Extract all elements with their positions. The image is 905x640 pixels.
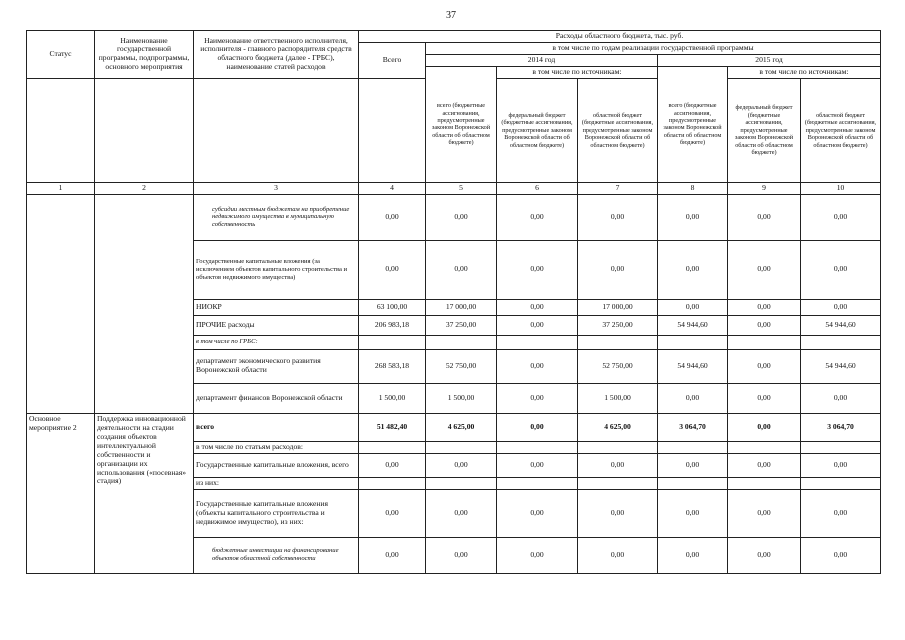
row-value: 0,00 bbox=[658, 453, 728, 477]
row-value: 0,00 bbox=[728, 383, 801, 413]
row-label: всего bbox=[194, 413, 359, 441]
row-value: 54 944,60 bbox=[801, 349, 881, 383]
header-year-2015: 2015 год bbox=[658, 54, 881, 66]
row-value: 0,00 bbox=[497, 194, 578, 240]
row-value: 0,00 bbox=[426, 240, 497, 299]
col-number: 4 bbox=[359, 182, 426, 194]
row-value: 4 625,00 bbox=[578, 413, 658, 441]
row-value: 0,00 bbox=[497, 453, 578, 477]
row-value: 0,00 bbox=[728, 299, 801, 315]
row-value: 0,00 bbox=[658, 489, 728, 537]
header-program-name: Наименование государственной программы, подпрограммы, основного мероприятия bbox=[95, 31, 194, 79]
row-value: 1 500,00 bbox=[426, 383, 497, 413]
row-value: 0,00 bbox=[728, 489, 801, 537]
budget-table bbox=[26, 30, 881, 574]
row-value: 0,00 bbox=[728, 537, 801, 573]
col-number: 6 bbox=[497, 182, 578, 194]
row-value: 0,00 bbox=[658, 299, 728, 315]
row-label: субсидии местным бюджетам на приобретение недвижимого имущества в муниципальную собственность bbox=[194, 194, 359, 240]
row-value: 0,00 bbox=[578, 489, 658, 537]
header-all-2015: всего (бюджетные ассигнования, предусмотренные законом Воронежской области об областном бюджете) bbox=[658, 66, 728, 182]
row-label: в том числе по статьям расходов: bbox=[194, 441, 359, 453]
row-value: 17 000,00 bbox=[578, 299, 658, 315]
row-value: 0,00 bbox=[359, 194, 426, 240]
header-responsible: Наименование ответственного исполнителя, исполнителя - главного распорядителя средств областного бюджета (далее - ГРБС), наименование статей расходов bbox=[194, 31, 359, 79]
row-value: 0,00 bbox=[578, 537, 658, 573]
row-value: 0,00 bbox=[426, 537, 497, 573]
row-label: ПРОЧИЕ расходы bbox=[194, 315, 359, 335]
row-value: 0,00 bbox=[497, 315, 578, 335]
row-value: 54 944,60 bbox=[658, 315, 728, 335]
row-value: 0,00 bbox=[497, 489, 578, 537]
row-value: 0,00 bbox=[578, 240, 658, 299]
row-value: 0,00 bbox=[658, 194, 728, 240]
row-value: 0,00 bbox=[728, 315, 801, 335]
header-regional-2015: областной бюджет (бюджетные ассигнования, предусмотренные законом Воронежской области об областном бюджете) bbox=[801, 78, 881, 182]
row-value: 0,00 bbox=[728, 349, 801, 383]
row-value: 63 100,00 bbox=[359, 299, 426, 315]
row-label: департамент финансов Воронежской области bbox=[194, 383, 359, 413]
table-row bbox=[27, 194, 881, 240]
header-sources-2014: в том числе по источникам: bbox=[497, 66, 658, 78]
header-total: Всего bbox=[359, 43, 426, 79]
row-value: 37 250,00 bbox=[578, 315, 658, 335]
row-label: НИОКР bbox=[194, 299, 359, 315]
header-sources-2015: в том числе по источникам: bbox=[728, 66, 881, 78]
row-value: 0,00 bbox=[497, 299, 578, 315]
row-value: 0,00 bbox=[728, 240, 801, 299]
row-value: 0,00 bbox=[426, 453, 497, 477]
row-value: 0,00 bbox=[578, 453, 658, 477]
row-value: 0,00 bbox=[497, 413, 578, 441]
row-status: Основное мероприятие 2 bbox=[27, 413, 95, 573]
col-number: 3 bbox=[194, 182, 359, 194]
row-value: 0,00 bbox=[497, 383, 578, 413]
page-number: 37 bbox=[446, 10, 456, 21]
row-value: 0,00 bbox=[426, 489, 497, 537]
row-value: 0,00 bbox=[426, 194, 497, 240]
row-value: 54 944,60 bbox=[658, 349, 728, 383]
row-value: 0,00 bbox=[801, 194, 881, 240]
row-label: в том числе по ГРБС: bbox=[194, 335, 359, 349]
row-label: бюджетные инвестиции на финансирование объектов областной собственности bbox=[194, 537, 359, 573]
header-expenses-title: Расходы областного бюджета, тыс. руб. bbox=[359, 31, 881, 43]
row-value: 0,00 bbox=[497, 349, 578, 383]
row-value: 4 625,00 bbox=[426, 413, 497, 441]
col-number: 5 bbox=[426, 182, 497, 194]
row-value: 0,00 bbox=[801, 240, 881, 299]
row-value: 0,00 bbox=[359, 489, 426, 537]
column-numbers-row bbox=[27, 182, 881, 194]
header-regional-2014: областной бюджет (бюджетные ассигнования, предусмотренные законом Воронежской области об областном бюджете) bbox=[578, 78, 658, 182]
col-number: 7 bbox=[578, 182, 658, 194]
row-value: 17 000,00 bbox=[426, 299, 497, 315]
row-value: 0,00 bbox=[801, 489, 881, 537]
row-value: 0,00 bbox=[728, 413, 801, 441]
row-value: 3 064,70 bbox=[801, 413, 881, 441]
header-all-2014: всего (бюджетные ассигнования, предусмотренные законом Воронежской области об областном бюджете) bbox=[426, 66, 497, 182]
row-label: департамент экономического развития Воронежской области bbox=[194, 349, 359, 383]
header-federal-2015: федеральный бюджет (бюджетные ассигнования, предусмотренные законом Воронежской области об областном бюджете) bbox=[728, 78, 801, 182]
row-value: 1 500,00 bbox=[578, 383, 658, 413]
row-value: 268 583,18 bbox=[359, 349, 426, 383]
row-label: Государственные капитальные вложения (объекты капитального строительства и недвижимое имущество), из них: bbox=[194, 489, 359, 537]
row-value: 52 750,00 bbox=[426, 349, 497, 383]
col-number: 1 bbox=[27, 182, 95, 194]
header-year-2014: 2014 год bbox=[426, 54, 658, 66]
row-label: из них: bbox=[194, 477, 359, 489]
row-value: 1 500,00 bbox=[359, 383, 426, 413]
row-value: 0,00 bbox=[658, 537, 728, 573]
row-value: 0,00 bbox=[801, 453, 881, 477]
row-value: 0,00 bbox=[497, 240, 578, 299]
row-value: 0,00 bbox=[359, 537, 426, 573]
row-value: 0,00 bbox=[801, 537, 881, 573]
row-value: 37 250,00 bbox=[426, 315, 497, 335]
row-value: 206 983,18 bbox=[359, 315, 426, 335]
row-value: 0,00 bbox=[497, 537, 578, 573]
row-value: 0,00 bbox=[801, 383, 881, 413]
row-value: 0,00 bbox=[578, 194, 658, 240]
row-program: Поддержка инновационной деятельности на стадии создания объектов интеллектуальной собственности и организации их использования («посевная» стадия) bbox=[95, 413, 194, 573]
row-value: 3 064,70 bbox=[658, 413, 728, 441]
row-value: 0,00 bbox=[728, 453, 801, 477]
header-status: Статус bbox=[27, 31, 95, 79]
row-value: 0,00 bbox=[801, 299, 881, 315]
row-value: 51 482,40 bbox=[359, 413, 426, 441]
row-value: 0,00 bbox=[359, 453, 426, 477]
row-value: 52 750,00 bbox=[578, 349, 658, 383]
header-federal-2014: федеральный бюджет (бюджетные ассигнования, предусмотренные законом Воронежской области об областном бюджете) bbox=[497, 78, 578, 182]
row-label: Государственные капитальные вложения, всего bbox=[194, 453, 359, 477]
col-number: 9 bbox=[728, 182, 801, 194]
header-including-years: в том числе по годам реализации государственной программы bbox=[426, 43, 881, 55]
col-number: 8 bbox=[658, 182, 728, 194]
col-number: 2 bbox=[95, 182, 194, 194]
col-number: 10 bbox=[801, 182, 881, 194]
row-value: 0,00 bbox=[658, 383, 728, 413]
row-value: 0,00 bbox=[658, 240, 728, 299]
table-row bbox=[27, 413, 881, 441]
row-value: 0,00 bbox=[728, 194, 801, 240]
row-label: Государственные капитальные вложения (за исключением объектов капитального строительства и объектов недвижимого имущества) bbox=[194, 240, 359, 299]
row-value: 54 944,60 bbox=[801, 315, 881, 335]
row-value: 0,00 bbox=[359, 240, 426, 299]
